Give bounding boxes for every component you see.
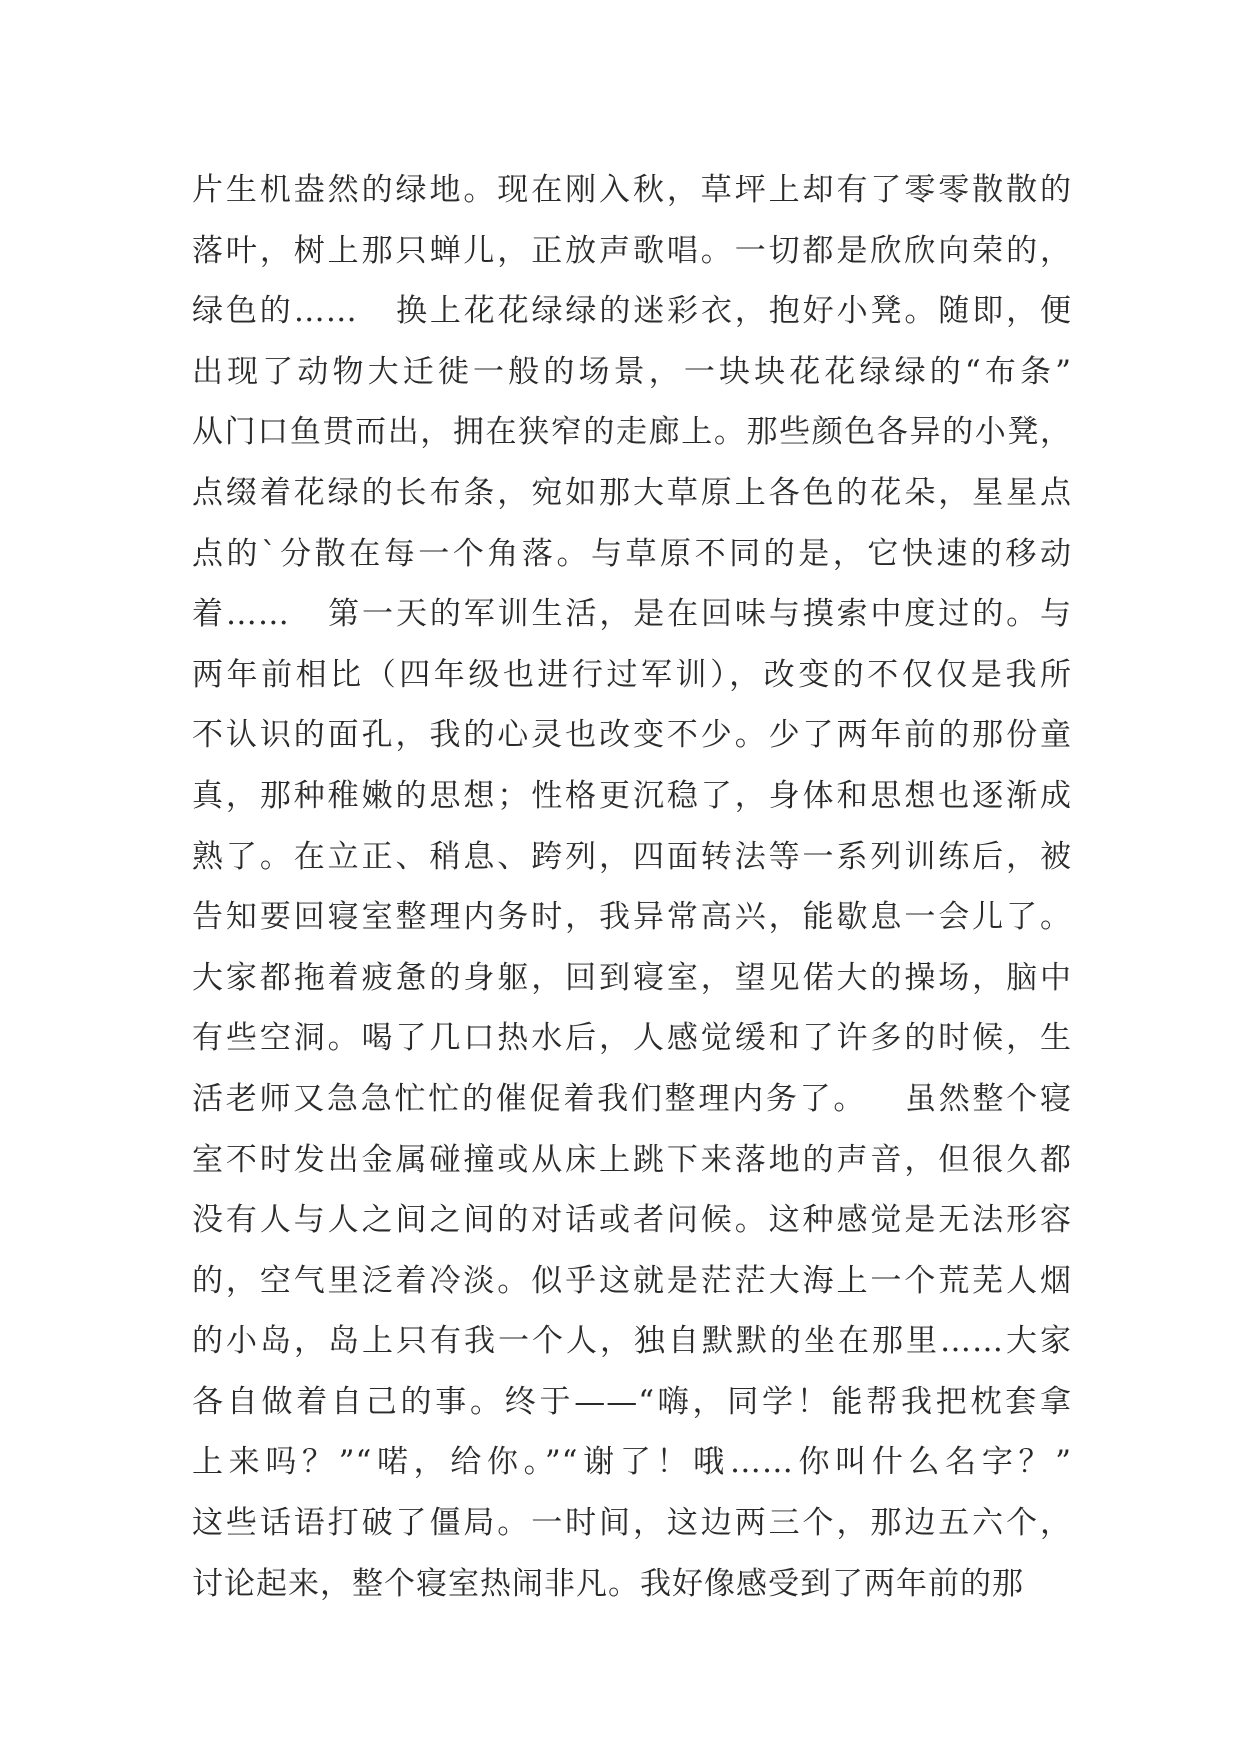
body-text <box>192 160 1072 1614</box>
text-line: 片生机盎然的绿地。现在刚入秋，草坪上却有了零零散散的 <box>192 172 1072 208</box>
text-line: 活老师又急急忙忙的催促着我们整理内务了。 虽然整个寝 <box>192 1080 1072 1117</box>
text-line: 从门口鱼贯而出，拥在狭窄的走廊上。那些颜色各异的小凳， <box>192 414 1072 451</box>
text-line: 两年前相比（四年级也进行过军训），改变的不仅仅是我所 <box>192 656 1072 693</box>
text-line: 不认识的面孔，我的心灵也改变不少。少了两年前的那份童 <box>192 717 1072 754</box>
text-line: 这些话语打破了僵局。一时间，这边两三个，那边五六个， <box>192 1505 1072 1542</box>
text-line: 出现了动物大迁徙一般的场景，一块块花花绿绿的“布条” <box>192 353 1072 390</box>
text-line: 着…… 第一天的军训生活，是在回味与摸索中度过的。与 <box>192 596 1072 633</box>
text-line: 室不时发出金属碰撞或从床上跳下来落地的声音，但很久都 <box>192 1141 1072 1178</box>
text-line: 绿色的…… 换上花花绿绿的迷彩衣，抱好小凳。随即，便 <box>192 293 1072 330</box>
text-line: 告知要回寝室整理内务时，我异常高兴，能歇息一会儿了。 <box>192 899 1072 936</box>
text-line: 的小岛，岛上只有我一个人，独自默默的坐在那里……大家 <box>192 1323 1072 1360</box>
text-line: 熟了。在立正、稍息、跨列，四面转法等一系列训练后，被 <box>192 838 1072 875</box>
text-line: 没有人与人之间之间的对话或者问候。这种感觉是无法形容 <box>192 1202 1072 1239</box>
text-line: 真，那种稚嫩的思想；性格更沉稳了，身体和思想也逐渐成 <box>192 777 1072 814</box>
text-line: 讨论起来，整个寝室热闹非凡。我好像感受到了两年前的那 <box>192 1565 1024 1602</box>
text-line: 点的`分散在每一个角落。与草原不同的是，它快速的移动 <box>192 535 1072 572</box>
text-line: 各自做着自己的事。终于——“嗨，同学！能帮我把枕套拿 <box>192 1383 1072 1420</box>
text-line: 大家都拖着疲惫的身躯，回到寝室，望见偌大的操场，脑中 <box>192 959 1072 996</box>
text-line: 上来吗？”“喏，给你。”“谢了！哦……你叫什么名字？” <box>192 1444 1072 1481</box>
text-line: 落叶，树上那只蝉儿，正放声歌唱。一切都是欣欣向荣的， <box>192 232 1072 269</box>
text-line: 的，空气里泛着冷淡。似乎这就是茫茫大海上一个荒芜人烟 <box>192 1262 1072 1299</box>
text-line: 有些空洞。喝了几口热水后，人感觉缓和了许多的时候，生 <box>192 1020 1072 1057</box>
text-line: 点缀着花绿的长布条，宛如那大草原上各色的花朵，星星点 <box>192 474 1072 511</box>
